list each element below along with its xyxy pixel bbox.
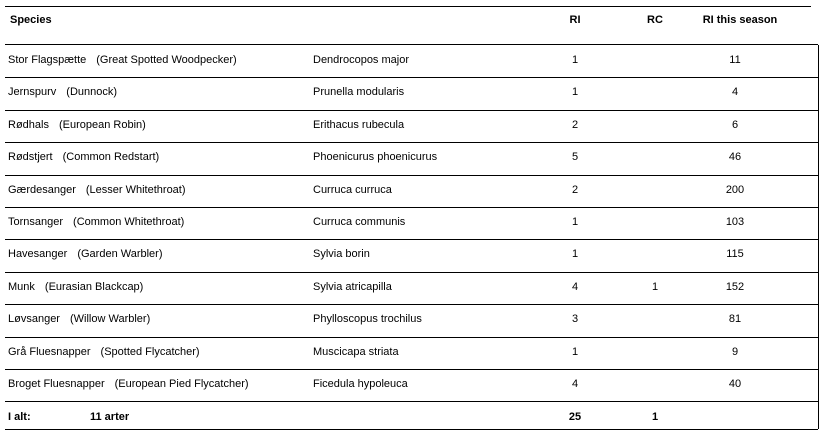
- ri-season-value: 115: [726, 248, 744, 260]
- ri-season-value: 6: [731, 119, 739, 131]
- ri-season-value: 4: [731, 86, 739, 98]
- total-rc: 1: [651, 411, 659, 423]
- species-english-name: (Great Spotted Woodpecker): [96, 54, 237, 66]
- row-divider: [5, 337, 818, 338]
- table-top-border: [5, 6, 811, 7]
- species-latin-name: Sylvia borin: [313, 248, 370, 260]
- species-name-cell: [8, 378, 249, 391]
- row-divider: [5, 110, 818, 111]
- species-name-cell: [8, 86, 117, 99]
- species-latin-name: Dendrocopos major: [313, 54, 409, 66]
- ri-value: 1: [571, 346, 579, 358]
- row-divider: [5, 239, 818, 240]
- species-english-name: (Willow Warbler): [69, 313, 151, 325]
- species-danish-name: Løvsanger: [8, 313, 60, 325]
- ri-value: 4: [571, 378, 579, 390]
- row-divider: [5, 401, 818, 402]
- ri-season-value: 9: [731, 346, 739, 358]
- ri-value: 2: [571, 119, 579, 131]
- species-latin-name: Curruca curruca: [313, 184, 392, 196]
- species-danish-name: Stor Flagspætte: [8, 54, 87, 66]
- species-latin-name: Erithacus rubecula: [313, 119, 405, 131]
- species-latin-name: Phylloscopus trochilus: [313, 313, 422, 325]
- species-english-name: (Common Whitethroat): [73, 216, 185, 228]
- species-danish-name: Rødstjert: [8, 151, 53, 163]
- species-danish-name: Rødhals: [8, 119, 49, 131]
- species-english-name: (Common Redstart): [62, 151, 160, 163]
- species-name-cell: [8, 313, 150, 326]
- ri-season-value: 46: [728, 151, 742, 163]
- header-species: Species: [10, 14, 52, 26]
- ri-value: 1: [571, 54, 579, 66]
- ri-season-value: 152: [725, 281, 745, 293]
- species-english-name: (Lesser Whitethroat): [85, 184, 186, 196]
- species-name-cell: [8, 346, 200, 359]
- species-danish-name: Munk: [8, 281, 35, 293]
- species-name-cell: [8, 281, 143, 294]
- ri-value: 5: [571, 151, 579, 163]
- species-name-cell: [8, 248, 163, 261]
- species-latin-name: Muscicapa striata: [313, 346, 399, 358]
- total-bottom-border: [5, 429, 818, 430]
- ri-value: 1: [571, 216, 579, 228]
- ri-season-value: 81: [728, 313, 742, 325]
- ri-value: 1: [571, 248, 579, 260]
- species-english-name: (Garden Warbler): [77, 248, 163, 260]
- species-latin-name: Ficedula hypoleuca: [313, 378, 408, 390]
- species-danish-name: Broget Fluesnapper: [8, 378, 105, 390]
- species-english-name: (Eurasian Blackcap): [44, 281, 144, 293]
- species-latin-name: Curruca communis: [313, 216, 406, 228]
- row-divider: [5, 77, 818, 78]
- species-english-name: (European Robin): [58, 119, 146, 131]
- header-ri: RI: [569, 14, 581, 26]
- ri-value: 2: [571, 184, 579, 196]
- total-species-count: 11 arter: [90, 411, 130, 423]
- species-english-name: (Dunnock): [66, 86, 118, 98]
- ri-value: 1: [571, 86, 579, 98]
- species-danish-name: Jernspurv: [8, 86, 57, 98]
- species-latin-name: Sylvia atricapilla: [313, 281, 392, 293]
- row-divider: [5, 304, 818, 305]
- ri-season-value: 11: [729, 54, 741, 66]
- species-latin-name: Prunella modularis: [313, 86, 405, 98]
- row-divider: [5, 272, 818, 273]
- species-danish-name: Grå Fluesnapper: [8, 346, 91, 358]
- ri-season-value: 40: [728, 378, 742, 390]
- header-bottom-border: [5, 44, 818, 45]
- species-danish-name: Havesanger: [8, 248, 68, 260]
- ri-value: 4: [571, 281, 579, 293]
- species-name-cell: [8, 216, 184, 229]
- ri-season-value: 200: [725, 184, 745, 196]
- row-divider: [5, 207, 818, 208]
- species-name-cell: [8, 151, 159, 164]
- species-english-name: (European Pied Flycatcher): [114, 378, 249, 390]
- row-divider: [5, 369, 818, 370]
- ri-season-value: 103: [725, 216, 745, 228]
- species-latin-name: Phoenicurus phoenicurus: [313, 151, 438, 163]
- species-english-name: (Spotted Flycatcher): [100, 346, 200, 358]
- species-name-cell: [8, 184, 186, 197]
- species-danish-name: Gærdesanger: [8, 184, 76, 196]
- rc-value: 1: [651, 281, 659, 293]
- header-rc: RC: [647, 14, 663, 26]
- ri-value: 3: [571, 313, 579, 325]
- species-name-cell: [8, 54, 237, 67]
- header-ri-this-season: RI this season: [702, 14, 778, 26]
- row-divider: [5, 175, 818, 176]
- total-ri: 25: [568, 411, 582, 423]
- species-danish-name: Tornsanger: [8, 216, 64, 228]
- total-label: I alt:: [8, 411, 31, 423]
- species-name-cell: [8, 119, 146, 132]
- row-divider: [5, 142, 818, 143]
